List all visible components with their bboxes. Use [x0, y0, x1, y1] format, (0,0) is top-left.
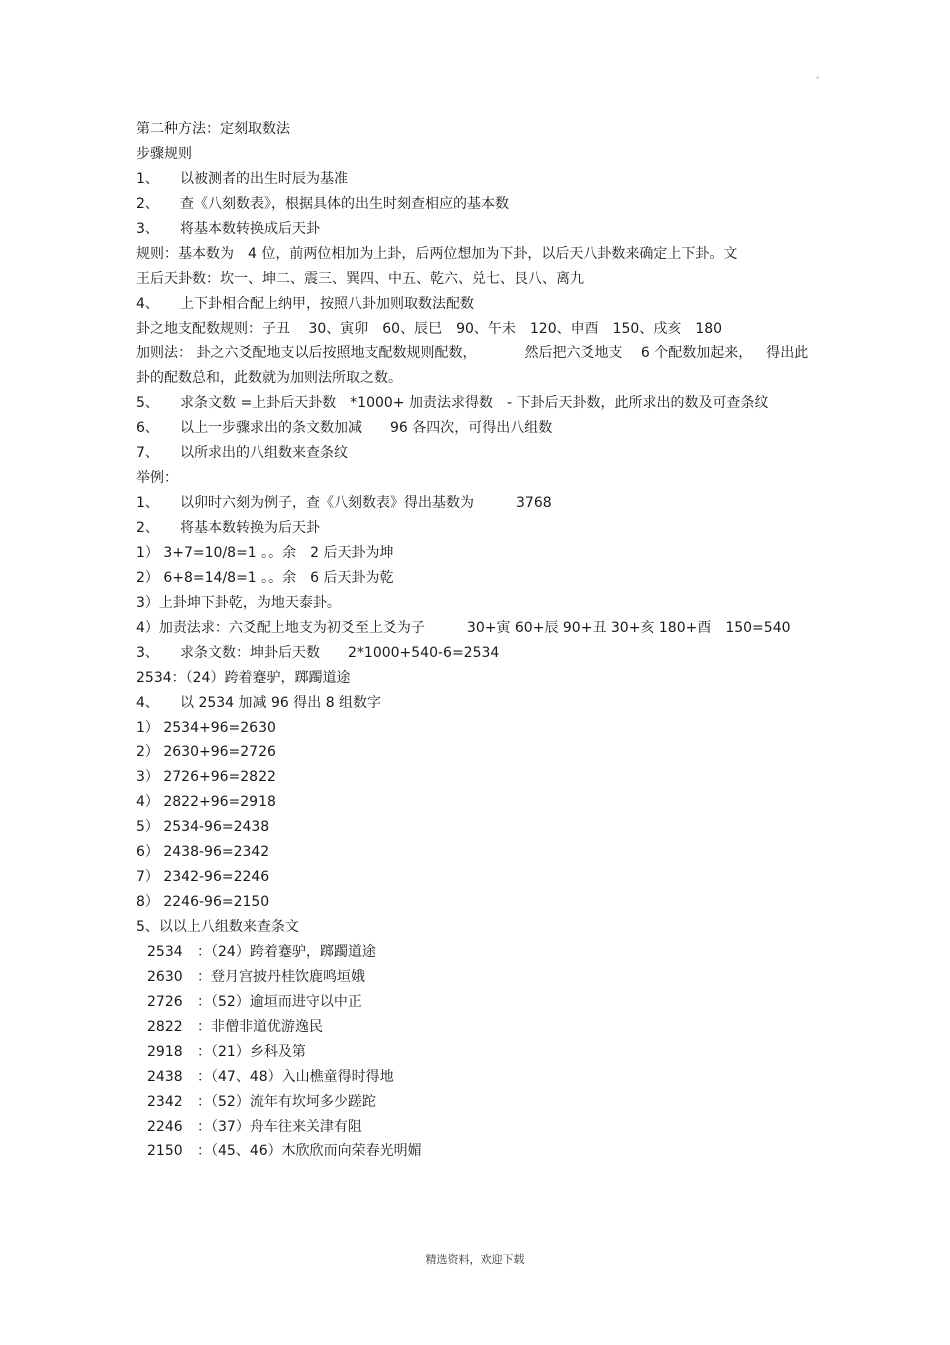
step-text: 以卯时六刻为例子，查《八刻数表》得出基数为 [180, 495, 474, 512]
calc-line: 3） 2726+96=2822 [136, 769, 276, 786]
step-text: 求条文数：坤卦后天数 2*1000+540-6=2534 [180, 644, 500, 661]
corner-mark: 。 [816, 71, 826, 81]
entry-code: 2342 [147, 1093, 183, 1110]
example-step-2 [136, 516, 856, 541]
sub-step-4 [136, 616, 856, 641]
step-text: 以所求出的八组数来查条纹 [180, 445, 348, 462]
step-number: 1、 [136, 170, 159, 187]
add-rule-line-2: 卦的配数总和，此数就为加则法所取之数。 [136, 370, 402, 387]
step-text: 将基本数转换成后天卦 [180, 220, 320, 237]
example-step-5: 5、以以上八组数来查条文 [136, 919, 299, 935]
sub-step-2: 2） 6+8=14/8=1 。。余 6 后天卦为乾 [136, 569, 394, 586]
entry-text: ：（52）逾垣而进守以中正 [197, 993, 362, 1010]
entry-text: ：（24）跨着蹇驴，踯躅道途 [197, 943, 376, 960]
step-number: 2、 [136, 520, 159, 536]
add-rule-line-1 [136, 341, 856, 366]
calc-line: 6） 2438-96=2342 [136, 844, 270, 861]
add-rule-part-b: 然后把六爻地支 6 个配数加起来， [524, 345, 753, 362]
base-number: 3768 [516, 495, 552, 512]
list-item [136, 1040, 856, 1065]
step-text: 查《八刻数表》，根据具体的出生时刻查相应的基本数 [180, 195, 509, 212]
entry-text: ：非僧非道优游逸民 [197, 1018, 323, 1035]
list-item [136, 1115, 856, 1140]
list-item [136, 965, 856, 990]
entry-code: 2246 [147, 1118, 183, 1135]
list-item [136, 1090, 856, 1115]
step-text: 将基本数转换为后天卦 [180, 520, 320, 536]
example-step-3-result: 2534：（24）跨着蹇驴，踯躅道途 [136, 669, 351, 686]
entry-text: ：（47、48）入山樵童得时得地 [197, 1068, 394, 1085]
calc-line: 5） 2534-96=2438 [136, 819, 270, 836]
example-heading: 举例： [136, 470, 178, 487]
rule-line-2: 王后天卦数：坎一、坤二、震三、巽四、中五、乾六、兑七、艮八、离九 [136, 270, 584, 287]
calc-list [136, 716, 856, 916]
entry-code: 2918 [147, 1043, 183, 1060]
step-1 [136, 167, 856, 192]
step-text: 以被测者的出生时辰为基准 [180, 170, 348, 187]
step-number: 6、 [136, 420, 159, 437]
entry-code: 2150 [147, 1143, 183, 1160]
sub-step-4-part-a: 4）加责法求：六爻配上地支为初爻至上爻为子 [136, 619, 425, 636]
sub-step-4-part-b: 30+寅 60+辰 90+丑 30+亥 180+酉 150=540 [466, 619, 791, 636]
entry-text: ：（45、46）木欣欣而向荣春光明媚 [197, 1143, 422, 1160]
example-step-3 [136, 641, 856, 666]
step-5 [136, 391, 856, 416]
step-number: 3、 [136, 644, 159, 661]
sub-step-1: 1） 3+7=10/8=1 。。余 2 后天卦为坤 [136, 544, 394, 561]
page-footer: 精选资料，欢迎下载 [425, 1253, 525, 1266]
step-2 [136, 192, 856, 217]
list-item [136, 1139, 856, 1164]
step-number: 2、 [136, 195, 159, 212]
add-rule-part-c: 得出此 [766, 345, 809, 362]
document-body [136, 117, 856, 1164]
entry-code: 2534 [147, 943, 183, 960]
step-number: 4、 [136, 694, 159, 711]
step-3 [136, 217, 856, 242]
calc-line: 2） 2630+96=2726 [136, 744, 276, 761]
entry-code: 2630 [147, 968, 183, 985]
add-rule-part-a: 加则法： 卦之六爻配地支以后按照地支配数规则配数， [136, 345, 477, 362]
list-item [136, 940, 856, 965]
calc-line: 4） 2822+96=2918 [136, 794, 276, 811]
method-title: 第二种方法：定刻取数法 [136, 121, 290, 137]
calc-line: 8） 2246-96=2150 [136, 894, 270, 911]
step-4 [136, 292, 856, 317]
list-item [136, 1015, 856, 1040]
entry-text: ：（21）乡科及第 [197, 1043, 306, 1060]
sub-step-3: 3）上卦坤下卦乾，为地天泰卦。 [136, 594, 341, 611]
rule-line-1: 规则：基本数为 4 位，前两位相加为上卦，后两位想加为下卦，以后天八卦数来确定上下卦。文 [136, 245, 738, 262]
entry-list [136, 940, 856, 1164]
branch-rule: 卦之地支配数规则：子丑 30、寅卯 60、辰巳 90、午未 120、申酉 150、戌亥 180 [136, 320, 723, 337]
entry-code: 2726 [147, 993, 183, 1010]
step-6 [136, 416, 856, 441]
step-number: 3、 [136, 220, 159, 237]
entry-text: ：登月宫披丹桂饮鹿鸣垣娥 [197, 968, 365, 985]
step-number: 7、 [136, 445, 159, 462]
entry-text: ：（37）舟车往来关津有阻 [197, 1118, 362, 1135]
step-text: 上下卦相合配上纳甲，按照八卦加则取数法配数 [180, 295, 474, 312]
step-number: 4、 [136, 295, 159, 312]
calc-line: 1） 2534+96=2630 [136, 719, 276, 736]
entry-text: ：（52）流年有坎坷多少蹉跎 [197, 1093, 376, 1110]
step-7 [136, 441, 856, 466]
list-item [136, 990, 856, 1015]
rules-heading: 步骤规则 [136, 145, 192, 162]
entry-code: 2822 [147, 1018, 183, 1035]
example-step-1 [136, 491, 856, 516]
example-step-4 [136, 691, 856, 716]
calc-line: 7） 2342-96=2246 [136, 869, 270, 886]
step-number: 5、 [136, 395, 159, 412]
step-text: 以 2534 加减 96 得出 8 组数字 [180, 694, 382, 711]
step-number: 1、 [136, 495, 159, 512]
step-text: 求条文数 =上卦后天卦数 *1000+ 加责法求得数 - 下卦后天卦数，此所求出的数及可查条纹 [180, 395, 769, 412]
step-text: 以上一步骤求出的条文数加减 96 各四次，可得出八组数 [180, 420, 553, 437]
entry-code: 2438 [147, 1068, 183, 1085]
list-item [136, 1065, 856, 1090]
